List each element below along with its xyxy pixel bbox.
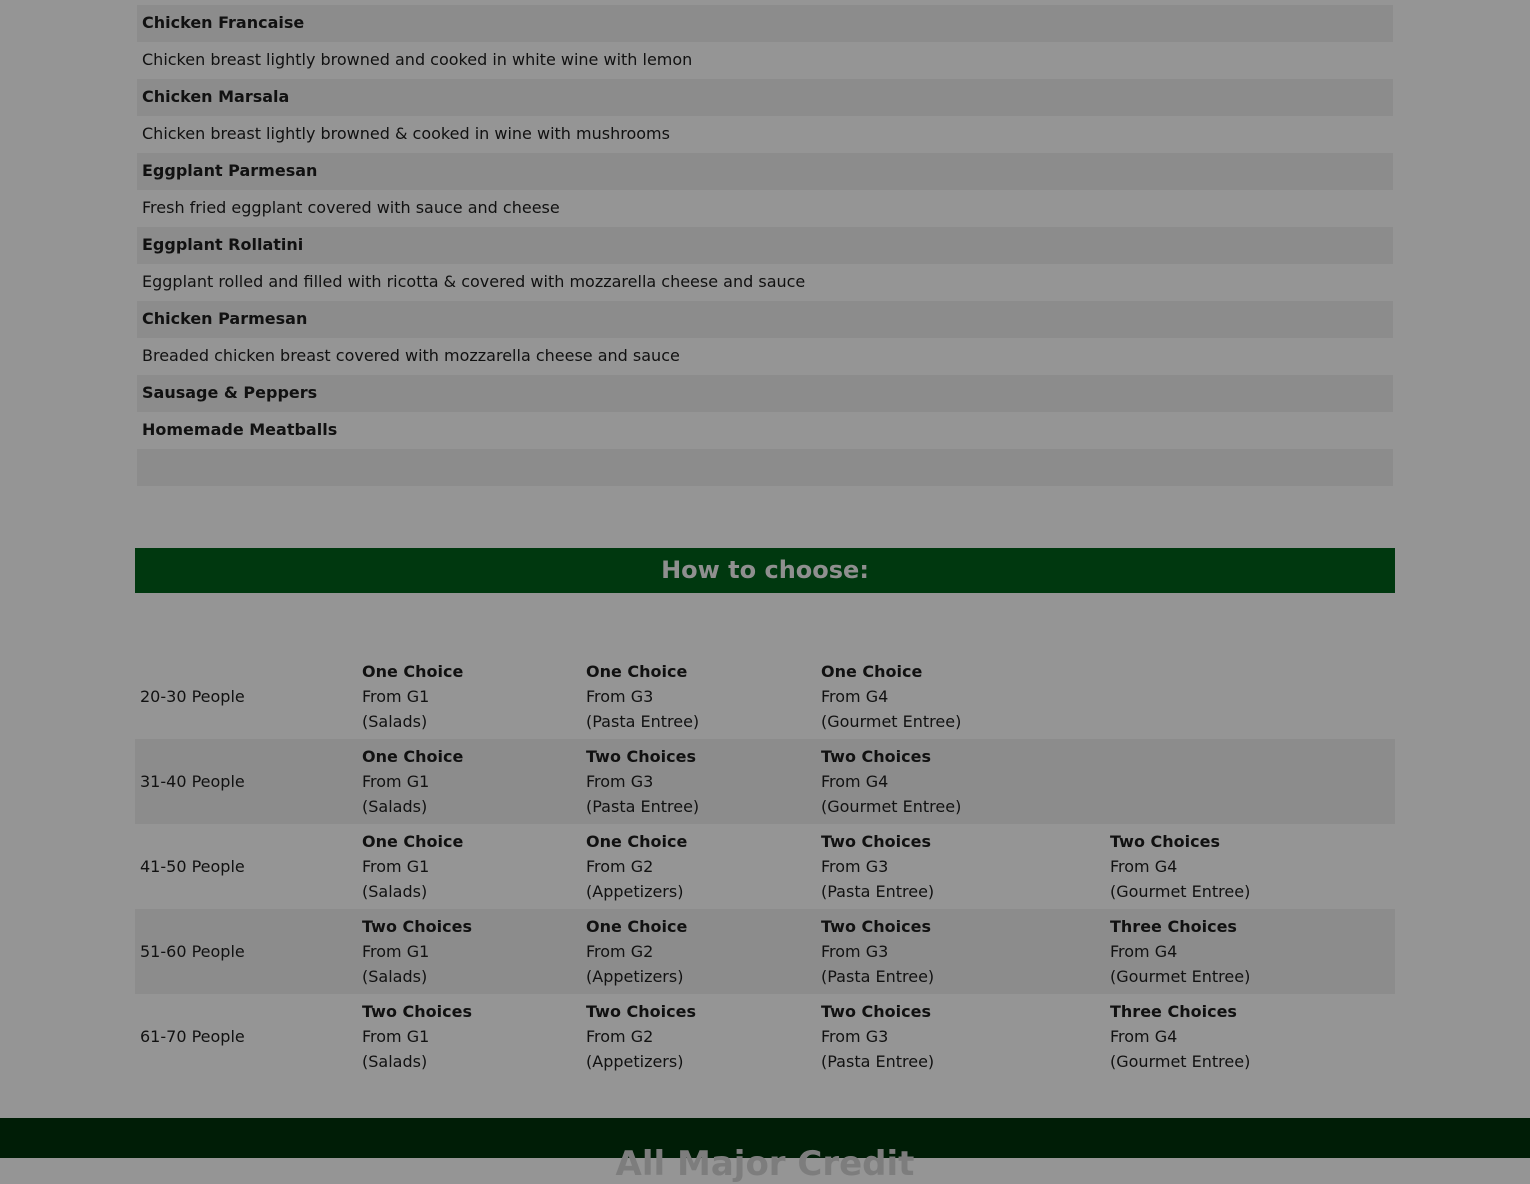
choice-count: Two Choices [586, 747, 696, 766]
choice-count: One Choice [821, 662, 923, 681]
choice-group: (Pasta Entree) [821, 967, 935, 986]
menu-item-name: Chicken Francaise [137, 5, 1393, 42]
choice-group: (Salads) [362, 967, 428, 986]
choice-group: (Gourmet Entree) [1110, 967, 1251, 986]
choice-group: (Gourmet Entree) [1110, 882, 1251, 901]
menu-item-description: Breaded chicken breast covered with mozzarella cheese and sauce [137, 338, 1393, 375]
people-range: 61-70 People [140, 1027, 245, 1046]
choice-from: From G1 [362, 942, 430, 961]
choice-cell [821, 999, 934, 1074]
choice-cell [586, 744, 699, 819]
footer [0, 1118, 1530, 1184]
choice-group: (Pasta Entree) [821, 882, 935, 901]
choice-count: Two Choices [821, 917, 931, 936]
choice-from: From G3 [586, 772, 654, 791]
table-row [135, 654, 1395, 739]
choice-count: One Choice [362, 662, 464, 681]
choice-group: (Salads) [362, 1052, 428, 1071]
choice-count: One Choice [586, 662, 688, 681]
choice-from: From G2 [586, 1027, 654, 1046]
choice-from: From G3 [821, 857, 889, 876]
choice-group: (Salads) [362, 712, 428, 731]
table-row [135, 824, 1395, 909]
menu-item-description: Chicken breast lightly browned & cooked in wine with mushrooms [137, 116, 1393, 153]
choice-group: (Gourmet Entree) [821, 797, 962, 816]
choice-from: From G2 [586, 857, 654, 876]
choice-count: Two Choices [821, 747, 931, 766]
choice-from: From G1 [362, 687, 430, 706]
choice-from: From G4 [821, 772, 889, 791]
choice-count: Two Choices [586, 1002, 696, 1021]
choice-from: From G3 [821, 942, 889, 961]
choice-group: (Pasta Entree) [586, 797, 700, 816]
menu-item-name: Chicken Marsala [137, 79, 1393, 116]
choice-from: From G1 [362, 772, 430, 791]
choice-cell [586, 999, 696, 1074]
footer-heading: All Major Credit [615, 1144, 915, 1184]
choice-from: From G3 [586, 687, 654, 706]
menu-item-name: Eggplant Rollatini [137, 227, 1393, 264]
choice-from: From G2 [586, 942, 654, 961]
choice-group: (Salads) [362, 882, 428, 901]
choice-group: (Appetizers) [586, 882, 684, 901]
menu-item-name: Sausage & Peppers [137, 375, 1393, 412]
menu-item-description: Chicken breast lightly browned and cooked in white wine with lemon [137, 42, 1393, 79]
choice-group: (Appetizers) [586, 967, 684, 986]
how-to-choose-header: How to choose: [135, 548, 1395, 593]
choice-group: (Pasta Entree) [821, 1052, 935, 1071]
table-row [135, 994, 1395, 1079]
menu-item-description: Eggplant rolled and filled with ricotta & covered with mozzarella cheese and sauce [137, 264, 1393, 301]
table-row [135, 739, 1395, 824]
menu-item-name: Eggplant Parmesan [137, 153, 1393, 190]
choice-cell [362, 914, 472, 989]
choice-table [135, 654, 1395, 1079]
choice-cell [1110, 999, 1250, 1074]
choice-count: One Choice [586, 917, 688, 936]
choice-from: From G3 [821, 1027, 889, 1046]
choice-group: (Appetizers) [586, 1052, 684, 1071]
choice-cell [362, 659, 463, 734]
choice-cell [1110, 829, 1250, 904]
choice-count: One Choice [362, 747, 464, 766]
choice-count: Three Choices [1110, 1002, 1237, 1021]
choice-count: One Choice [362, 832, 464, 851]
people-range: 20-30 People [140, 687, 245, 706]
choice-cell [362, 744, 463, 819]
choice-count: Two Choices [821, 832, 931, 851]
menu-list [137, 5, 1393, 486]
choice-count: Three Choices [1110, 917, 1237, 936]
choice-group: (Gourmet Entree) [821, 712, 962, 731]
people-range: 41-50 People [140, 857, 245, 876]
choice-cell [362, 829, 463, 904]
choice-group: (Gourmet Entree) [1110, 1052, 1251, 1071]
choice-cell [821, 914, 934, 989]
choice-from: From G4 [1110, 942, 1178, 961]
choice-cell [821, 659, 961, 734]
choice-count: Two Choices [821, 1002, 931, 1021]
choice-cell [821, 744, 961, 819]
menu-item-empty-row [137, 449, 1393, 486]
people-range: 51-60 People [140, 942, 245, 961]
choice-count: Two Choices [1110, 832, 1220, 851]
choice-cell [821, 829, 934, 904]
choice-cell [362, 999, 472, 1074]
menu-item-description: Fresh fried eggplant covered with sauce and cheese [137, 190, 1393, 227]
choice-from: From G4 [1110, 857, 1178, 876]
choice-cell [586, 914, 687, 989]
choice-from: From G1 [362, 857, 430, 876]
choice-count: One Choice [586, 832, 688, 851]
choice-cell [586, 659, 699, 734]
choice-count: Two Choices [362, 1002, 472, 1021]
choice-cell [1110, 914, 1250, 989]
choice-group: (Pasta Entree) [586, 712, 700, 731]
choice-group: (Salads) [362, 797, 428, 816]
choice-from: From G4 [1110, 1027, 1178, 1046]
choice-from: From G4 [821, 687, 889, 706]
menu-item-name: Chicken Parmesan [137, 301, 1393, 338]
choice-cell [586, 829, 687, 904]
people-range: 31-40 People [140, 772, 245, 791]
table-row [135, 909, 1395, 994]
choice-count: Two Choices [362, 917, 472, 936]
menu-item-name: Homemade Meatballs [137, 412, 1393, 449]
choice-from: From G1 [362, 1027, 430, 1046]
